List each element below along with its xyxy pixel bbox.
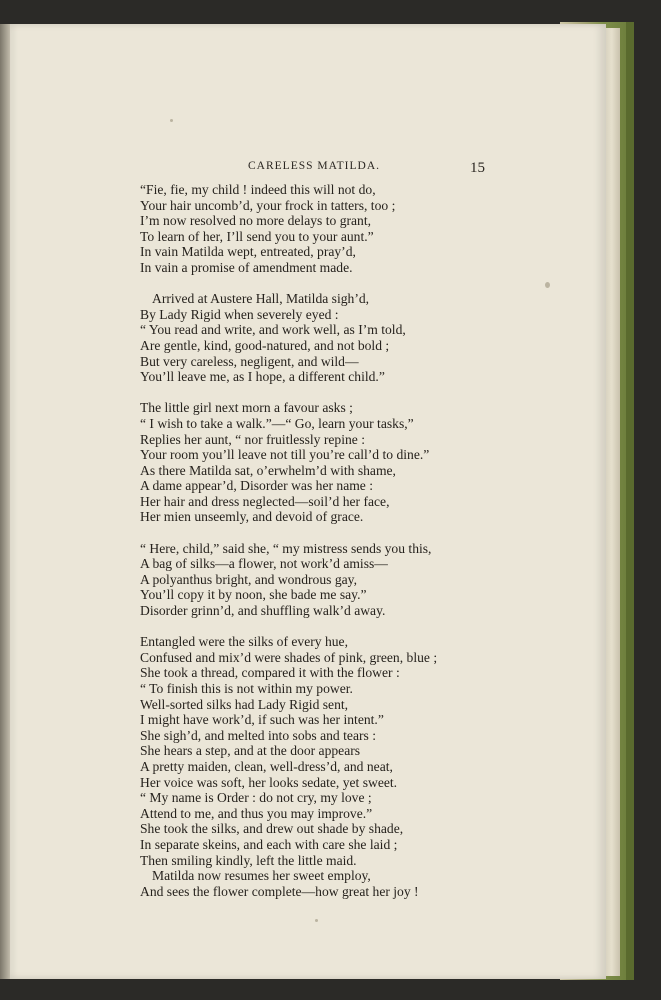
poem-line: To learn of her, I’ll send you to your aunt.” — [140, 228, 374, 244]
poem-line: She sigh’d, and melted into sobs and tears : — [140, 727, 376, 743]
poem-line: Entangled were the silks of every hue, — [140, 634, 348, 650]
poem-line: As there Matilda sat, o’erwhelm’d with shame, — [140, 462, 396, 478]
running-title: CARELESS MATILDA. — [248, 160, 381, 172]
poem-line: She took a thread, compared it with the flower : — [140, 665, 400, 681]
stanza — [140, 541, 600, 619]
poem-line: “ Here, child,” said she, “ my mistress sends you this, — [140, 540, 432, 556]
poem-line: You’ll copy it by noon, she bade me say.” — [140, 587, 367, 603]
paper-speck — [545, 282, 550, 288]
poem-line: Her voice was soft, her looks sedate, yet sweet. — [140, 774, 398, 790]
poem-line: Your hair uncomb’d, your frock in tatters, too ; — [140, 197, 396, 213]
poem-line: “ I wish to take a walk.”—“ Go, learn your tasks,” — [140, 415, 414, 431]
poem-line: In vain Matilda wept, entreated, pray’d, — [140, 244, 356, 260]
book-cover-edge — [626, 22, 634, 980]
poem-line: Your room you’ll leave not till you’re call’d to dine.” — [140, 447, 430, 463]
poem-line: A dame appear’d, Disorder was her name : — [140, 478, 374, 494]
poem-line: Replies her aunt, “ nor fruitlessly repine : — [140, 431, 365, 447]
stanza — [140, 182, 600, 276]
poem-line: Confused and mix’d were shades of pink, green, blue ; — [140, 649, 438, 665]
page-header — [10, 160, 606, 180]
paper-speck — [315, 919, 318, 922]
poem-line: I might have work’d, if such was her intent.” — [140, 712, 384, 728]
poem-line: Her mien unseemly, and devoid of grace. — [140, 509, 364, 525]
poem-line: Matilda now resumes her sweet employ, — [152, 868, 371, 884]
stanza — [140, 400, 600, 525]
poem-line: A bag of silks—a flower, not work’d amiss— — [140, 556, 388, 572]
poem-text — [140, 182, 600, 915]
poem-line: Are gentle, kind, good-natured, and not bold ; — [140, 337, 390, 353]
poem-line: Disorder grinn’d, and shuffling walk’d away. — [140, 603, 386, 619]
poem-line: She took the silks, and drew out shade by shade, — [140, 821, 404, 837]
poem-line: In separate skeins, and each with care she laid ; — [140, 836, 398, 852]
poem-line: Her hair and dress neglected—soil’d her face, — [140, 493, 390, 509]
poem-line: She hears a step, and at the door appears — [140, 743, 361, 759]
poem-line: A polyanthus bright, and wondrous gay, — [140, 571, 357, 587]
poem-line: The little girl next morn a favour asks ; — [140, 400, 353, 416]
poem-line: “ You read and write, and work well, as I’m told, — [140, 322, 406, 338]
poem-line: “ My name is Order : do not cry, my love ; — [140, 790, 372, 806]
book-page — [10, 24, 606, 979]
poem-line: In vain a promise of amendment made. — [140, 259, 353, 275]
poem-line: A pretty maiden, clean, well-dress’d, and neat, — [140, 758, 393, 774]
poem-line: You’ll leave me, as I hope, a different child.” — [140, 369, 385, 385]
stanza — [140, 291, 600, 385]
poem-line: And sees the flower complete—how great her joy ! — [140, 883, 419, 899]
poem-line: Well-sorted silks had Lady Rigid sent, — [140, 696, 349, 712]
poem-line: Arrived at Austere Hall, Matilda sigh’d, — [152, 291, 370, 307]
poem-line: “ To finish this is not within my power. — [140, 681, 353, 696]
page-number: 15 — [470, 160, 485, 176]
poem-line: Then smiling kindly, left the little maid. — [140, 852, 357, 868]
poem-line: Attend to me, and thus you may improve.” — [140, 805, 373, 821]
stanza — [140, 634, 600, 899]
poem-line: But very careless, negligent, and wild— — [140, 353, 359, 369]
page-block-edge — [606, 28, 620, 976]
poem-line: “Fie, fie, my child ! indeed this will not do, — [140, 182, 376, 197]
poem-line: I’m now resolved no more delays to grant, — [140, 213, 372, 229]
paper-speck — [170, 119, 173, 122]
poem-line: By Lady Rigid when severely eyed : — [140, 306, 339, 322]
